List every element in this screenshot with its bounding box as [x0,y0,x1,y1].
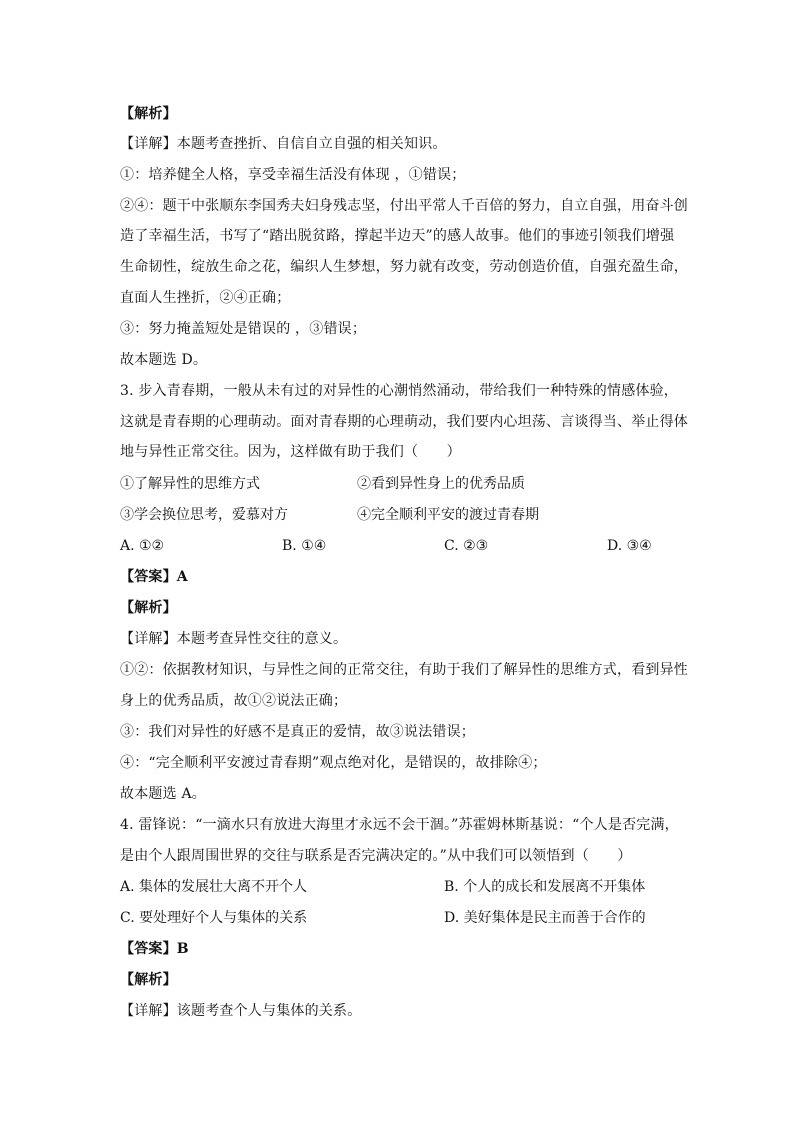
detail-text: 【详解】本题考查挫折、自信自立自强的相关知识。 [120,136,447,152]
question-3-stem: 3. 步入青春期，一般从未有过的对异性的心潮悄然涌动，带给我们一种特殊的情感体验， [120,383,679,399]
statement-item-2: ②看到异性身上的优秀品质 [357,476,525,492]
option-d: D. 美好集体是民主而善于合作的 [444,910,646,926]
detail-text: 【详解】该题考查个人与集体的关系。 [120,1003,362,1019]
explanation-line: 直面人生挫折，②④正确； [120,290,291,306]
explanation-line: ②④：题干中张顺东李国秀夫妇身残志坚，付出平常人千百倍的努力，自立自强，用奋斗创 [120,198,688,214]
option-d: D. ③④ [607,538,652,554]
explanation-line: ①：培养健全人格，享受幸福生活没有体现 ，①错误； [120,167,466,183]
option-a: A. 集体的发展壮大离不开个人 [120,879,308,895]
statement-item-1: ①了解异性的思维方式 [120,476,260,492]
option-b: B. 个人的成长和发展离不开集体 [444,879,646,895]
explanation-line: 造了幸福生活，书写了“踏出脱贫路，撑起半边天”的感人故事。他们的事迹引领我们增强 [120,228,675,244]
analysis-label: 【解析】 [120,106,177,122]
option-b: B. ①④ [282,538,327,554]
question-3-stem: 这就是青春期的心理萌动。面对青春期的心理萌动，我们要内心坦荡、言谈得当、举止得体 [120,414,688,430]
option-c: C. 要处理好个人与集体的关系 [120,910,308,926]
explanation-line: 身上的优秀品质，故①②说法正确； [120,693,348,709]
explanation-line: ④：“完全顺利平安渡过青春期”观点绝对化，是错误的，故排除④； [120,755,547,771]
conclusion-text: 故本题选 A。 [120,786,206,802]
conclusion-text: 故本题选 D。 [120,352,208,368]
explanation-line: 生命韧性，绽放生命之花，编织人生梦想，努力就有改变，劳动创造价值，自强充盈生命， [120,259,688,275]
statement-item-4: ④完全顺利平安的渡过青春期 [357,507,539,523]
explanation-line: ③：我们对异性的好感不是真正的爱情，故③说法错误； [120,724,475,740]
question-4-stem: 是由个人跟周围世界的交往与联系是否完满决定的。”从中我们可以领悟到（ ） [120,848,632,864]
detail-text: 【详解】本题考查异性交往的意义。 [120,631,348,647]
analysis-label: 【解析】 [120,600,177,616]
question-3-stem: 地与异性正常交往。因为，这样做有助于我们（ ） [120,444,461,460]
question-4-stem: 4. 雷锋说：“一滴水只有放进大海里才永远不会干涸。”苏霍姆林斯基说：“个人是否完满， [120,817,679,833]
option-c: C. ②③ [444,538,489,554]
option-a: A. ①② [120,538,165,554]
explanation-line: ①②：依据教材知识，与异性之间的正常交往，有助于我们了解异性的思维方式，看到异性 [120,662,688,678]
answer-label: 【答案】B [120,941,189,957]
analysis-label: 【解析】 [120,972,177,988]
answer-label: 【答案】A [120,569,188,585]
explanation-line: ③：努力掩盖短处是错误的 ，③错误； [120,321,367,337]
statement-item-3: ③学会换位思考，爱慕对方 [120,507,288,523]
